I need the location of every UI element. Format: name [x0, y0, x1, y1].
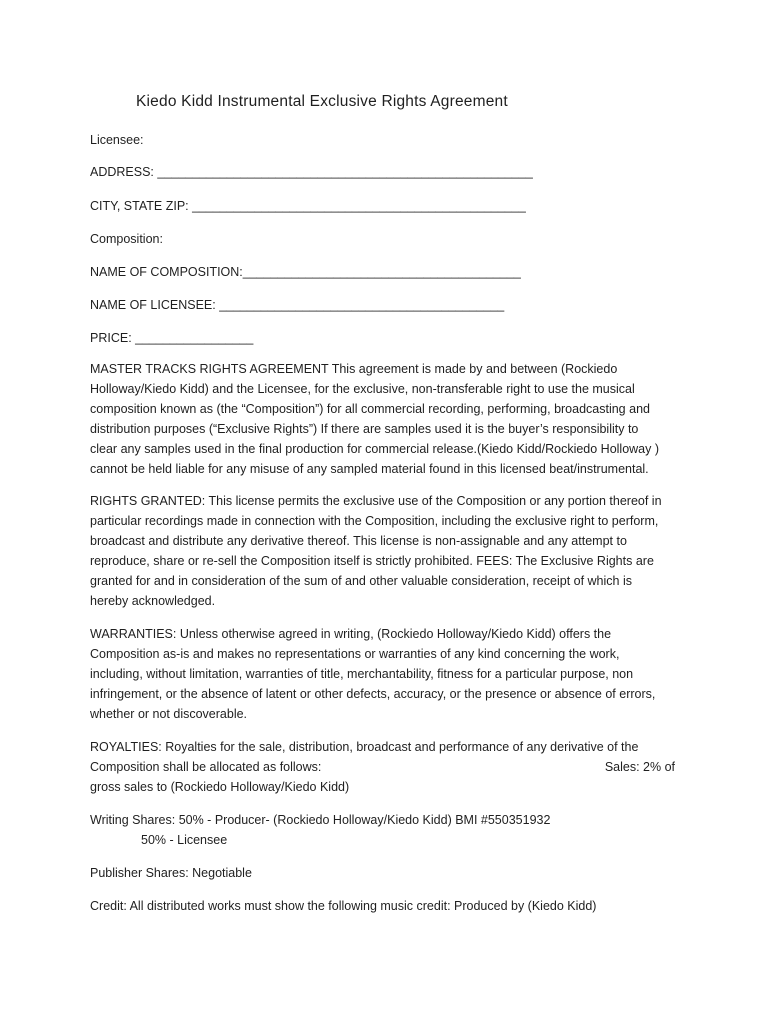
- paragraph-line: distribution purposes (“Exclusive Rights”) If there are samples used it is the buyer’s responsibility to: [90, 422, 639, 436]
- paragraph-line: infringement, or the absence of latent or other defects, accuracy, or the presence or absence of errors,: [90, 687, 656, 701]
- allocation-label: Composition shall be allocated as follows:: [90, 760, 322, 774]
- paragraph-line: composition known as (the “Composition”) for all commercial recording, performing, broadcasting and: [90, 402, 650, 416]
- paragraph-line: hereby acknowledged.: [90, 594, 216, 608]
- paragraph-line: particular recordings made in connection with the Composition, including the exclusive right to perform,: [90, 514, 659, 528]
- writing-shares-paragraph: [90, 810, 690, 850]
- licensee-label: Licensee:: [90, 133, 144, 147]
- writing-shares-producer: Writing Shares: 50% - Producer- (Rockiedo Holloway/Kiedo Kidd) BMI #550351932: [90, 813, 551, 827]
- writing-shares-licensee: 50% - Licensee: [141, 833, 228, 847]
- paragraph-line: clear any samples used in the final production for commercial release.(Kiedo Kidd/Rockiedo Holloway ): [90, 442, 660, 456]
- paragraph-line: WARRANTIES: Unless otherwise agreed in writing, (Rockiedo Holloway/Kiedo Kidd) offers the: [90, 627, 612, 641]
- publisher-shares: Publisher Shares: Negotiable: [90, 866, 252, 880]
- paragraph-line: MASTER TRACKS RIGHTS AGREEMENT This agreement is made by and between (Rockiedo: [90, 362, 618, 376]
- name-of-licensee-field: NAME OF LICENSEE: _________________________________________: [90, 298, 505, 312]
- royalties-paragraph: [90, 737, 690, 797]
- paragraph-line: including, without limitation, warranties of title, merchantability, fitness for a particular purpose, non: [90, 667, 634, 681]
- price-field: PRICE: _________________: [90, 331, 254, 345]
- document-title: Kiedo Kidd Instrumental Exclusive Rights Agreement: [136, 93, 508, 110]
- master-tracks-paragraph: [90, 359, 690, 479]
- paragraph-line: gross sales to (Rockiedo Holloway/Kiedo Kidd): [90, 780, 350, 794]
- address-field: ADDRESS: ______________________________________________________: [90, 165, 533, 179]
- paragraph-line: Holloway/Kiedo Kidd) and the Licensee, for the exclusive, non-transferable right to use the musical: [90, 382, 635, 396]
- sales-percentage: Sales: 2% of: [604, 760, 675, 774]
- paragraph-line: reproduce, share or re-sell the Composition itself is strictly prohibited. FEES: The Exclusive Rights are: [90, 554, 654, 568]
- paragraph-line: cannot be held liable for any misuse of any sampled material found in this licensed beat/instrumental.: [90, 462, 649, 476]
- royalties-allocation-line: [90, 757, 675, 777]
- composition-label: Composition:: [90, 232, 163, 246]
- paragraph-line: ROYALTIES: Royalties for the sale, distribution, broadcast and performance of any derivative of the: [90, 740, 639, 754]
- paragraph-line: RIGHTS GRANTED: This license permits the exclusive use of the Composition or any portion thereof in: [90, 494, 662, 508]
- paragraph-line: broadcast and distribute any derivative thereof. This license is non-assignable and any attempt to: [90, 534, 627, 548]
- paragraph-line: Composition as-is and makes no representations or warranties of any kind concerning the work,: [90, 647, 620, 661]
- warranties-paragraph: [90, 624, 690, 724]
- credit-line: Credit: All distributed works must show the following music credit: Produced by (Kiedo Kidd): [90, 899, 597, 913]
- name-of-composition-field: NAME OF COMPOSITION:________________________________________: [90, 265, 521, 279]
- paragraph-line: granted for and in consideration of the sum of and other valuable consideration, receipt of which is: [90, 574, 632, 588]
- paragraph-line: whether or not discoverable.: [90, 707, 248, 721]
- city-state-zip-field: CITY, STATE ZIP: ________________________________________________: [90, 199, 526, 213]
- rights-granted-paragraph: [90, 491, 690, 611]
